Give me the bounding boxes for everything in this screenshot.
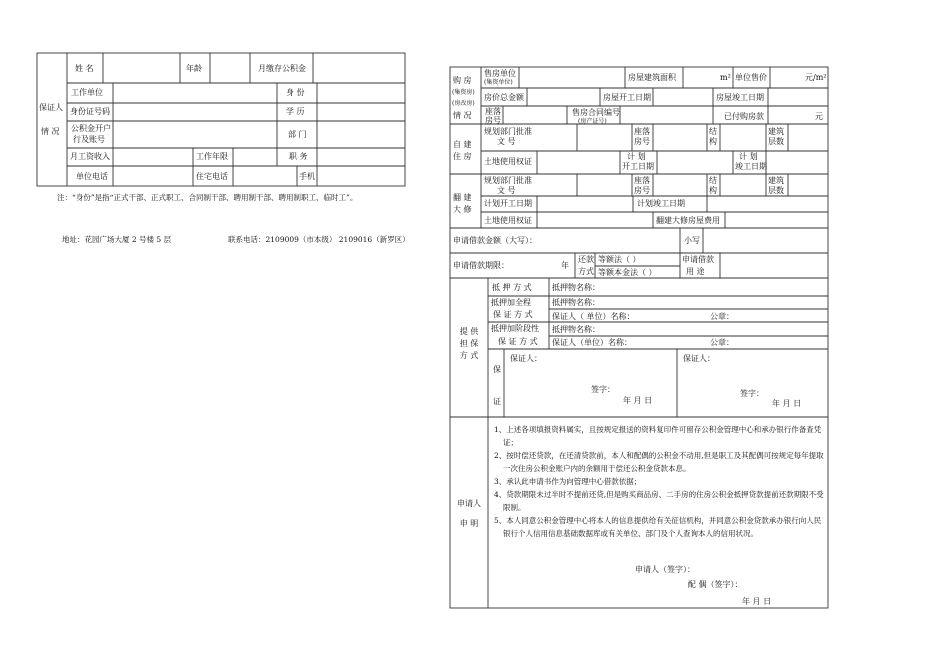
renovation-side-label-1: 翻 建 [453,193,472,202]
name-label: 姓 名 [75,64,94,73]
education-label: 学 历 [286,107,305,116]
work-phone-label: 单位电话 [76,172,108,181]
seller-sublabel: (集资单位) [484,79,513,86]
guarantee-char-zheng: 证 [493,397,501,406]
house-start-date-label: 房屋开工日期 [603,93,651,102]
job-title-label: 职 务 [289,152,308,161]
mortgage-method-label: 抵 押 方 式 [492,283,532,292]
renov-structure-label-1: 结 [709,176,717,185]
self-plan-start-label-1: 计 划 [627,152,646,161]
total-price-label: 房价总金额 [484,93,524,102]
purchase-side-label-2: (集资房) [452,89,475,96]
renov-floors-label-2: 层数 [768,186,784,195]
unit-price-label: 单位售价 [735,73,767,82]
self-land-cert-label: 土地使用权证 [484,157,532,166]
guarantee-side-label-2: 担 保 [459,339,479,348]
self-floors-label-1: 建筑 [768,127,784,136]
self-structure-label-1: 结 [709,127,717,136]
stage-guarantee-label-1: 抵押加阶段性 [491,324,539,333]
guarantee-char-bao: 保 [493,365,501,374]
renov-approval-label-1: 规划部门批准 [484,176,532,185]
self-plan-finish-label-1: 计 划 [739,152,758,161]
renov-land-cert-label: 土地使用权证 [484,216,532,225]
paid-amount-label: 已付购房款 [724,112,764,121]
bank-account-label-1: 公积金开户 [71,124,111,133]
work-years-label: 工作年限 [196,152,228,161]
floor-area-unit: m² [720,73,731,82]
identity-note: 注：“身份”是指“正式干部、正式职工、合同制干部、聘用制干部、聘用制职工、临时工”。 [57,193,358,202]
guarantor-1-date: 年 月 日 [623,396,653,405]
declaration-side-label-2: 申 明 [459,519,479,528]
self-build-side-label-2: 住 房 [453,152,472,161]
renov-cost-label: 翻建大修房屋费用 [656,216,720,225]
mobile-label: 手机 [299,172,315,181]
self-approval-label-1: 规划部门批准 [484,127,532,136]
guarantee-side-label-3: 方 式 [459,351,479,360]
monthly-deposit-label: 月缴存公积金 [258,64,306,73]
declaration-text [494,423,826,540]
seller-label: 售房单位 [484,69,516,78]
declaration-item-1: 1、上述各项填报资料属实，且按规定报送的资料复印件可留存公积金管理中心和承办银行作备查凭证； [494,425,822,447]
loan-amount-label: 申请借款金额（大写）： [453,236,537,245]
guarantor-1-sign-label: 签字： [591,385,615,394]
full-guarantee-label-1: 抵押加全程 [491,298,531,307]
mortgage-item-label: 抵押物名称： [552,283,600,292]
renov-structure-label-2: 构 [709,186,717,195]
declaration-side-label-1: 申请人 [457,499,481,508]
renov-plan-finish-label: 计划竣工日期 [637,199,685,208]
self-approval-label-2: 文 号 [497,137,516,146]
purchase-side-label-4: 情 况 [453,111,472,120]
full-guarantee-label-2: 保 证 方 式 [493,310,533,319]
stage-guarantor-label: 保证人（单位）名称： [552,338,632,347]
renov-floors-label-1: 建筑 [768,176,784,185]
guarantor-side-label-2: 情 况 [41,127,60,136]
full-mortgage-item-label: 抵押物名称： [552,298,600,307]
renov-location-label-1: 座落 [634,176,650,185]
identity-label: 身 份 [286,88,305,97]
guarantor-2-date: 年 月 日 [772,399,802,408]
property-cert-sublabel: (房产证号) [578,118,607,125]
purchase-side-label-1: 购 房 [453,76,472,85]
applicant-signature-label: 申请人（签字）： [635,565,695,574]
floor-area-label: 房屋建筑面积 [628,73,676,82]
employer-label: 工作单位 [71,88,103,97]
sale-contract-label: 售房合同编号 [572,108,620,117]
full-seal-label: 公章： [710,312,734,321]
bank-account-label-2: 行及账号 [73,135,105,144]
repay-equal-principal-option[interactable]: 等额本金法（ ） [598,268,657,277]
purchase-location-label-2: 房号 [485,116,501,125]
declaration-item-2: 2、按时偿还贷款，在还清贷款前，本人和配偶的公积金不动用,但是职工及其配偶可按规定每年提取一次住房公积金账户内的余额用于偿还公积金贷款本息。 [494,451,824,473]
age-label: 年龄 [186,64,202,73]
office-address: 地址：花园广场大厦 2 号楼 5 层 [62,235,172,244]
purchase-side-label-3: (房改房) [452,100,475,107]
self-structure-label-2: 构 [709,137,717,146]
full-guarantor-label: 保证人（ 单位）名称： [552,312,635,321]
guarantee-side-label-1: 提 供 [459,327,479,336]
guarantee-side-label [453,326,485,362]
id-number-label: 身份证号码 [70,107,110,116]
stage-guarantee-label-2: 保 证 方 式 [498,337,538,346]
loan-purpose-label-2: 用 途 [686,267,705,276]
loan-purpose-label-1: 申请借款 [682,255,714,264]
house-finish-date-label: 房屋竣工日期 [716,93,764,102]
loan-term-year-label: 年 [561,261,569,270]
stage-seal-label: 公章： [710,338,734,347]
purchase-location-label-1: 座落 [485,107,501,116]
stage-mortgage-item-label: 抵押物名称： [552,325,600,334]
office-phone: 联系电话：2109009（市本级） 2109016（新罗区） [228,235,410,244]
self-location-label-2: 房号 [634,137,650,146]
self-plan-finish-label-2: 竣工日期 [735,162,767,171]
declaration-item-3: 3、承认此申请书作为向管理中心借款依据； [494,477,642,486]
renov-location-label-2: 房号 [634,186,650,195]
spouse-signature-label: 配 偶（签字）： [688,580,743,589]
unit-price-unit: 元/m² [805,73,827,82]
self-location-label-1: 座落 [634,127,650,136]
monthly-income-label: 月工资收入 [70,152,110,161]
paid-amount-unit: 元 [815,112,823,121]
guarantor-2-sign-label: 签字： [740,389,764,398]
declaration-date: 年 月 日 [742,597,772,606]
loan-amount-small-label: 小写 [684,236,700,245]
renov-plan-start-label: 计划开工日期 [484,199,532,208]
repay-equal-installment-option[interactable]: 等额法（ ） [598,255,641,264]
renov-approval-label-2: 文 号 [497,186,516,195]
repay-method-label-2: 方式 [578,267,594,276]
loan-term-label: 申请借款期限： [453,261,509,270]
self-build-side-label-1: 自 建 [453,140,472,149]
guarantor-1-label: 保证人： [510,354,542,363]
guarantor-2-label: 保证人： [683,354,715,363]
home-phone-label: 住宅电话 [196,172,228,181]
declaration-item-4: 4、贷款期限未过半时不提前还贷,但是购买商品房、二手房的住房公积金抵押贷款提前还款期限不受限制。 [494,490,824,512]
guarantor-side-label-1: 保证人 [39,103,63,112]
renovation-side-label-2: 大 修 [453,205,472,214]
self-floors-label-2: 层数 [768,137,784,146]
self-plan-start-label-2: 开工日期 [622,162,654,171]
declaration-item-5: 5、本人同意公积金管理中心将本人的信息提供给有关征信机构，并同意公积金贷款承办银行向人民银行个人信用信息基础数据库或有关单位、部门及个人查询本人的信用状况。 [494,516,822,538]
department-label: 部 门 [288,130,307,139]
repay-method-label-1: 还款 [578,255,594,264]
declaration-side-label [452,494,486,534]
